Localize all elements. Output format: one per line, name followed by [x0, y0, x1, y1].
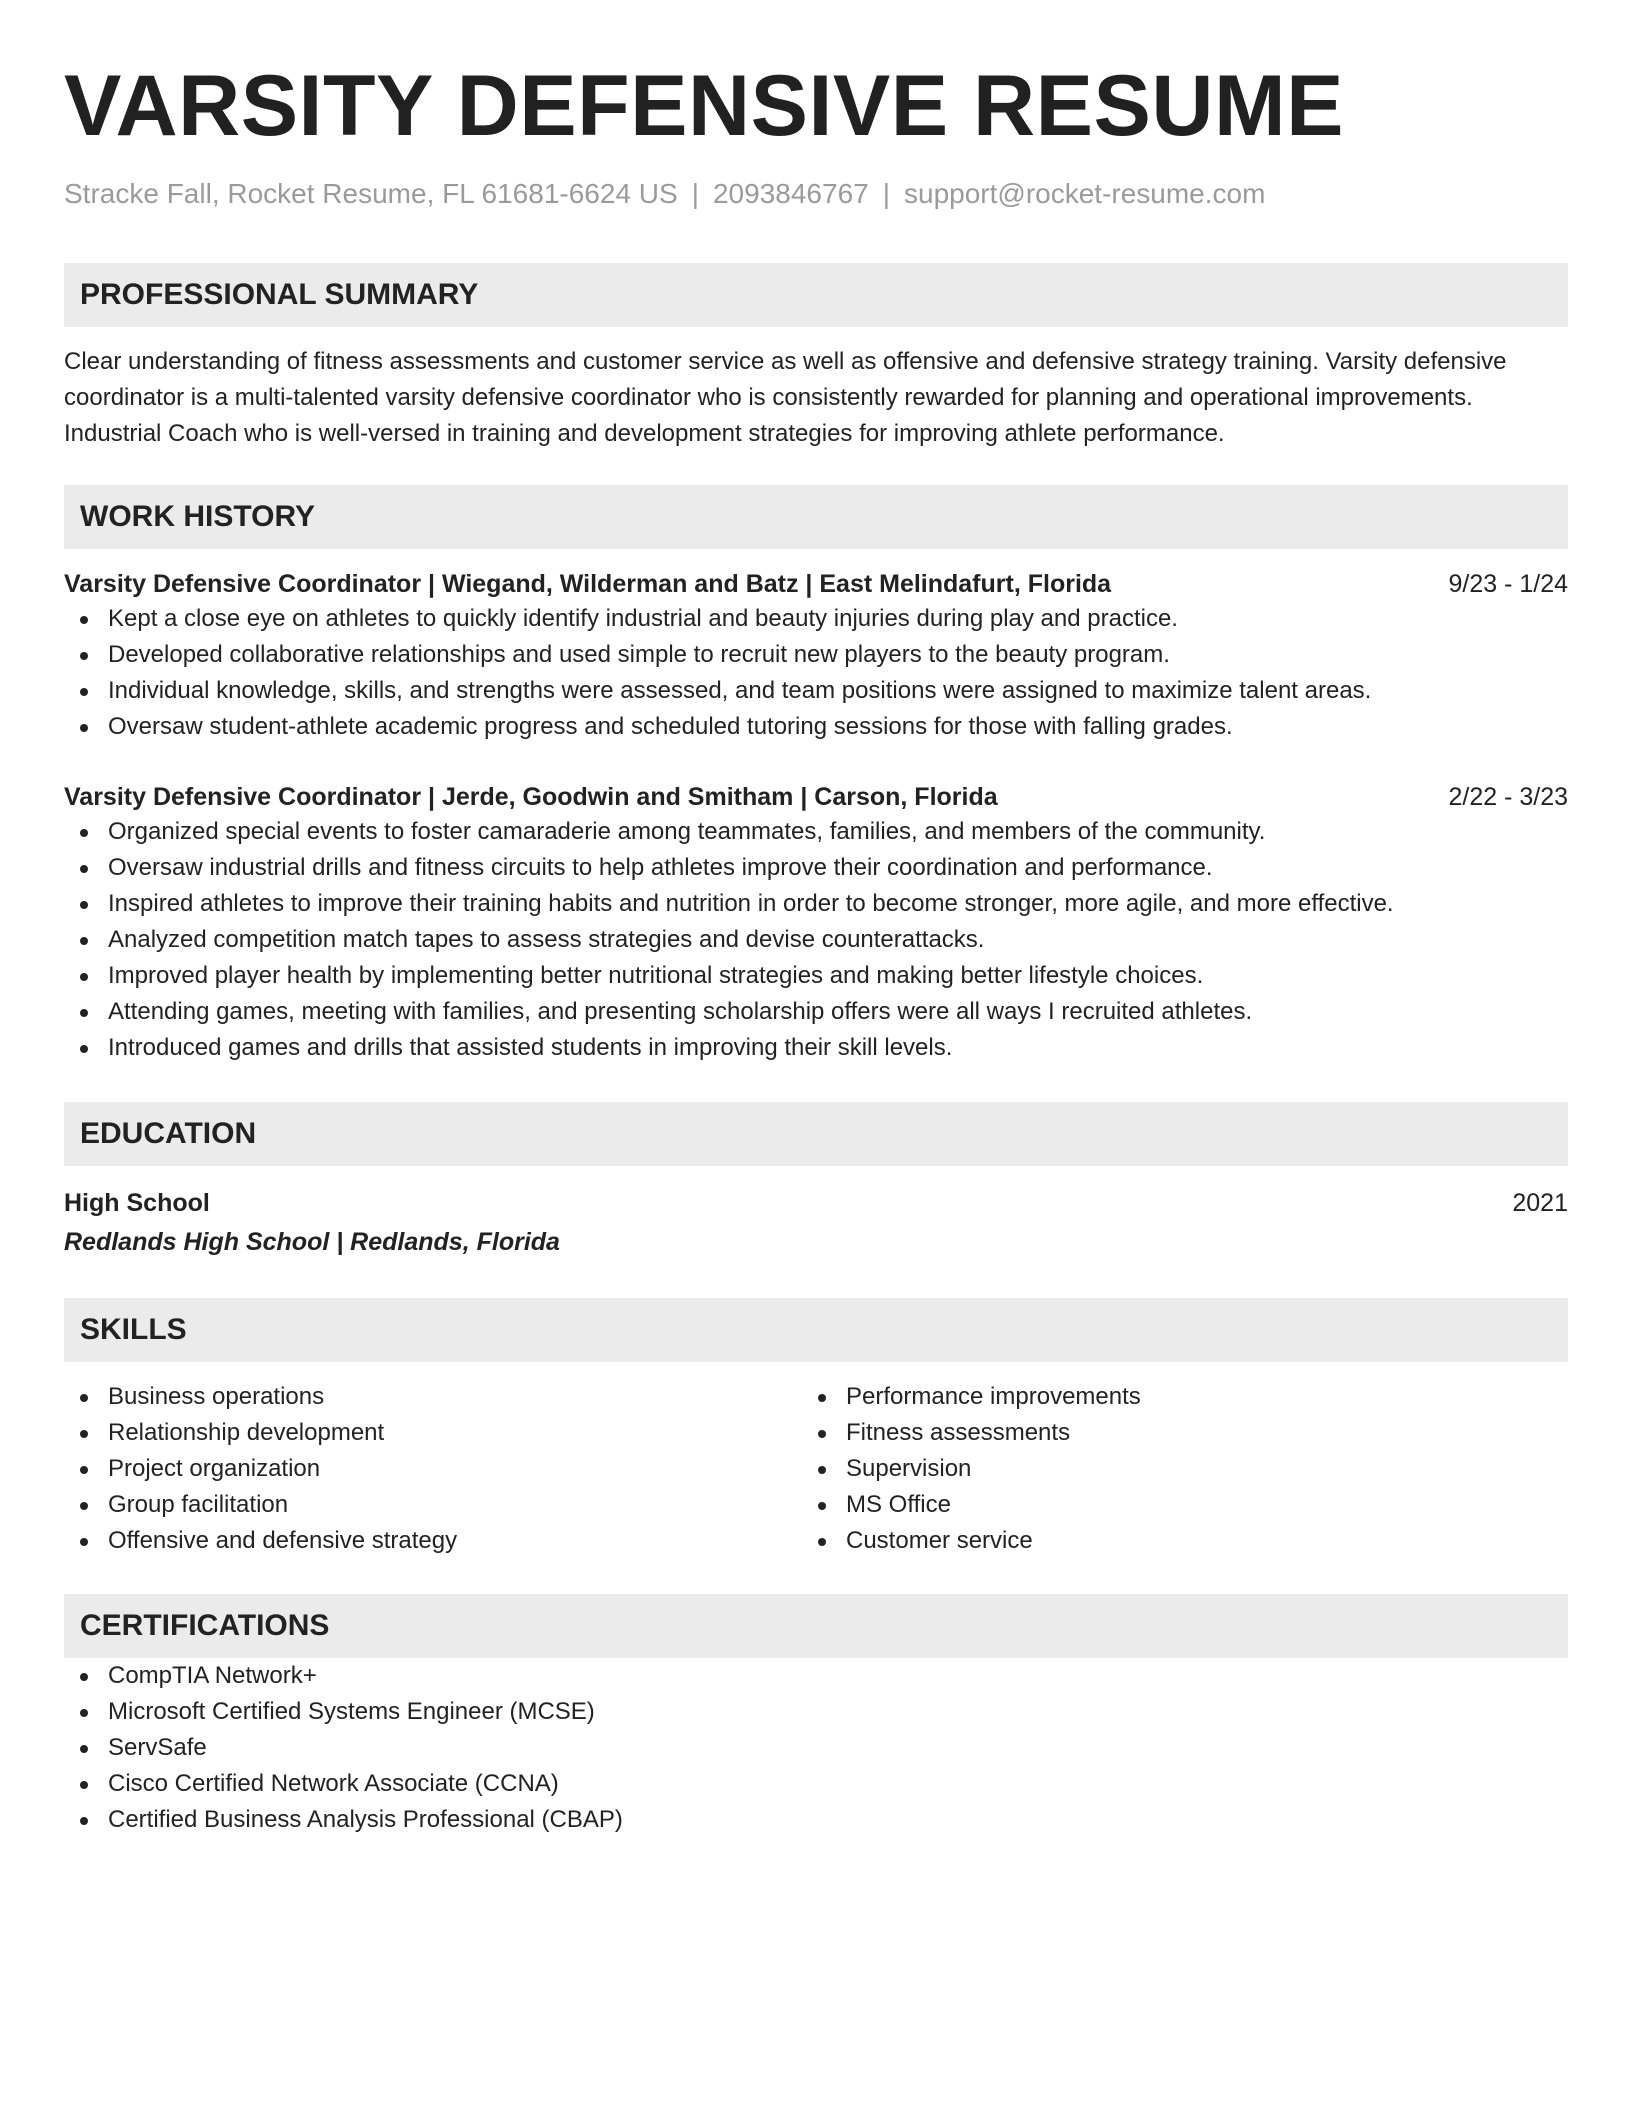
contact-email: support@rocket-resume.com: [904, 178, 1266, 209]
skills-column-right: [802, 1379, 1540, 1559]
section-header-certifications: [64, 1594, 1568, 1658]
list-item: MS Office: [802, 1487, 1540, 1523]
summary-text: Clear understanding of fitness assessments and customer service as well as offensive and defensive strategy training. Varsity defensive coordinator is a multi-talented varsity defensive coordinator who is consistently rewarded for planning and operational improvements. Industrial Coach who is well-versed in training and development strategies for improving athlete performance.: [64, 348, 1507, 447]
education-school: Redlands High School | Redlands, Florida: [64, 1228, 560, 1256]
list-item: Certified Business Analysis Professional (CBAP): [64, 1802, 1568, 1838]
section-title: EDUCATION: [80, 1117, 257, 1150]
contact-separator: |: [882, 178, 890, 209]
section-header-education: [64, 1102, 1568, 1166]
list-item: Attending games, meeting with families, and presenting scholarship offers were all ways I recruited athletes.: [64, 994, 1568, 1030]
section-title: PROFESSIONAL SUMMARY: [80, 278, 479, 311]
list-item: Offensive and defensive strategy: [64, 1523, 802, 1559]
contact-separator: |: [691, 178, 699, 209]
list-item: Fitness assessments: [802, 1415, 1540, 1451]
education-degree: High School: [64, 1189, 210, 1217]
job-dates: 9/23 - 1/24: [1448, 570, 1568, 598]
job-title: Varsity Defensive Coordinator | Jerde, Goodwin and Smitham | Carson, Florida: [64, 783, 998, 811]
list-item: Introduced games and drills that assisted students in improving their skill levels.: [64, 1030, 1568, 1066]
list-item: Performance improvements: [802, 1379, 1540, 1415]
job-header: [64, 567, 1568, 601]
skills-column-left: [64, 1379, 802, 1559]
list-item: Microsoft Certified Systems Engineer (MCSE): [64, 1694, 1568, 1730]
list-item: ServSafe: [64, 1730, 1568, 1766]
list-item: Supervision: [802, 1451, 1540, 1487]
section-title: CERTIFICATIONS: [80, 1609, 330, 1642]
job-header: [64, 780, 1568, 814]
job-title: Varsity Defensive Coordinator | Wiegand, Wilderman and Batz | East Melindafurt, Florida: [64, 570, 1112, 598]
contact-address: Stracke Fall, Rocket Resume, FL 61681-6624 US: [64, 178, 678, 209]
certifications-list: [64, 1658, 1568, 1838]
list-item: Analyzed competition match tapes to assess strategies and devise counterattacks.: [64, 922, 1568, 958]
education-year: 2021: [1512, 1189, 1568, 1217]
section-title: SKILLS: [80, 1313, 187, 1346]
list-item: Oversaw student-athlete academic progress and scheduled tutoring sessions for those with falling grades.: [64, 709, 1568, 745]
list-item: Improved player health by implementing better nutritional strategies and making better lifestyle choices.: [64, 958, 1568, 994]
job-dates: 2/22 - 3/23: [1448, 783, 1568, 811]
skills-grid: [64, 1379, 1568, 1559]
contact-phone: 2093846767: [712, 178, 869, 209]
section-header-skills: [64, 1298, 1568, 1362]
list-item: Group facilitation: [64, 1487, 802, 1523]
job-bullets: [64, 601, 1568, 745]
resume-title: VARSITY DEFENSIVE RESUME: [64, 58, 1344, 154]
list-item: Relationship development: [64, 1415, 802, 1451]
list-item: Customer service: [802, 1523, 1540, 1559]
section-header-summary: [64, 263, 1568, 327]
list-item: Project organization: [64, 1451, 802, 1487]
list-item: Inspired athletes to improve their training habits and nutrition in order to become stronger, more agile, and more effective.: [64, 886, 1568, 922]
list-item: Kept a close eye on athletes to quickly identify industrial and beauty injuries during play and practice.: [64, 601, 1568, 637]
list-item: Developed collaborative relationships and used simple to recruit new players to the beauty program.: [64, 637, 1568, 673]
list-item: Individual knowledge, skills, and strengths were assessed, and team positions were assigned to maximize talent areas.: [64, 673, 1568, 709]
section-header-work-history: [64, 485, 1568, 549]
job-bullets: [64, 814, 1568, 1066]
list-item: Oversaw industrial drills and fitness circuits to help athletes improve their coordination and performance.: [64, 850, 1568, 886]
list-item: Business operations: [64, 1379, 802, 1415]
list-item: CompTIA Network+: [64, 1658, 1568, 1694]
contact-line: [64, 176, 1568, 212]
section-title: WORK HISTORY: [80, 500, 316, 533]
education-header: [64, 1186, 1568, 1220]
list-item: Organized special events to foster camaraderie among teammates, families, and members of the community.: [64, 814, 1568, 850]
list-item: Cisco Certified Network Associate (CCNA): [64, 1766, 1568, 1802]
